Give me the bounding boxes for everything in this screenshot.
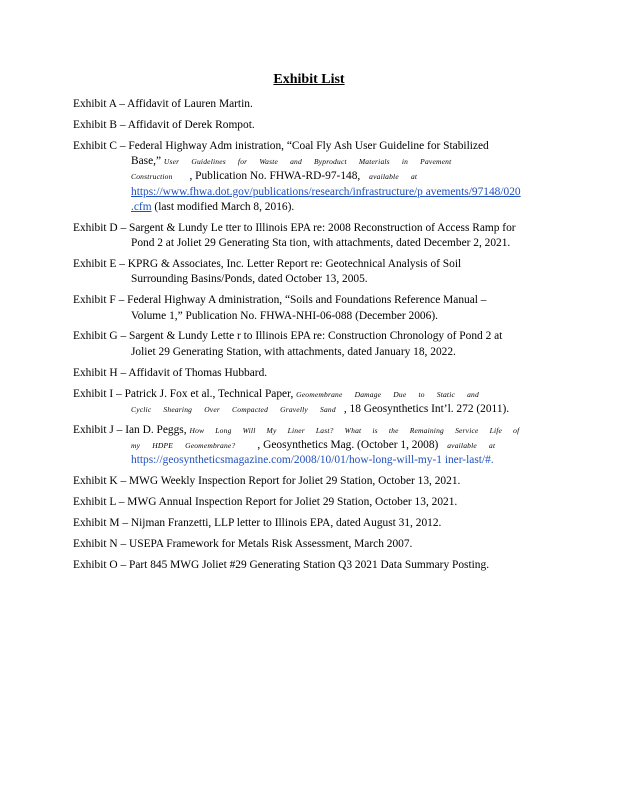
exhibit-i-paper-title: Geomembrane Damage Due to Static and bbox=[296, 389, 479, 399]
exhibit-list bbox=[73, 97, 553, 579]
exhibit-c-available: available at bbox=[369, 172, 418, 182]
exhibit-b bbox=[73, 118, 553, 133]
exhibit-n bbox=[73, 537, 553, 552]
exhibit-i-line1 bbox=[73, 387, 553, 402]
exhibit-i-line2 bbox=[73, 402, 553, 417]
exhibit-c-url-link-end[interactable]: .cfm bbox=[131, 200, 152, 213]
exhibit-i bbox=[73, 387, 553, 418]
exhibit-k bbox=[73, 474, 553, 489]
exhibit-c-guideline-title: User Guidelines for Waste and Byproduct Materials in Pavement bbox=[163, 157, 452, 167]
exhibit-c-modified: (last modified March 8, 2016). bbox=[151, 200, 295, 213]
exhibit-a-text: Exhibit A – Affidavit of Lauren Martin. bbox=[73, 98, 253, 110]
exhibit-l-text: Exhibit L – MWG Annual Inspection Report for Joliet 29 Station, October 13, 2021. bbox=[73, 496, 458, 509]
exhibit-n-text: Exhibit N – USEPA Framework for Metals Risk Assessment, March 2007. bbox=[73, 537, 413, 550]
exhibit-g-line1: Exhibit G – Sargent & Lundy Lette r to Illinois EPA re: Construction Chronology of Pond 2 at bbox=[73, 330, 503, 343]
exhibit-c-url-link[interactable]: https://www.fhwa.dot.gov/publications/research/infrastructure/p avements/97148/020 bbox=[131, 185, 521, 198]
exhibit-c-line1: Exhibit C – Federal Highway Adm inistration, “Coal Fly Ash User Guideline for Stabilized bbox=[73, 139, 489, 152]
exhibit-c-construction: Construction bbox=[131, 172, 173, 182]
exhibit-c-line5 bbox=[73, 200, 553, 215]
exhibit-j-available: available at bbox=[447, 440, 496, 450]
exhibit-j-citation: , Geosynthetics Mag. (October 1, 2008) bbox=[257, 438, 439, 451]
exhibit-d bbox=[73, 221, 553, 252]
exhibit-g-line2: Joliet 29 Generating Station, with attachments, dated January 18, 2022. bbox=[131, 345, 456, 358]
exhibit-j-article-title: How Long Will My Liner Last? What is the Remaining Service Life of bbox=[189, 425, 520, 435]
exhibit-j-line1 bbox=[73, 423, 553, 438]
exhibit-o-text: Exhibit O – Part 845 MWG Joliet #29 Generating Station Q3 2021 Data Summary Posting. bbox=[73, 558, 490, 571]
exhibit-j-line2 bbox=[73, 438, 553, 453]
exhibit-i-paper-title-cont: Cyclic Shearing Over Compacted Gravelly Sand bbox=[131, 404, 336, 414]
exhibit-m bbox=[73, 516, 553, 531]
exhibit-k-text: Exhibit K – MWG Weekly Inspection Report for Joliet 29 Station, October 13, 2021. bbox=[73, 475, 461, 488]
exhibit-f-line2: Volume 1,” Publication No. FHWA-NHI-06-088 (December 2006). bbox=[131, 309, 438, 322]
exhibit-l bbox=[73, 495, 553, 510]
exhibit-j-line3 bbox=[73, 453, 553, 468]
exhibit-e bbox=[73, 257, 553, 288]
exhibit-i-author: Exhibit I – Patrick J. Fox et al., Technical Paper, bbox=[73, 387, 294, 400]
exhibit-e-line2: Surrounding Basins/Ponds, dated October 13, 2005. bbox=[131, 273, 368, 286]
exhibit-c-line3 bbox=[73, 169, 553, 184]
exhibit-f-line1: Exhibit F – Federal Highway A dministration, “Soils and Foundations Reference Manual – bbox=[73, 294, 487, 307]
exhibit-o bbox=[73, 558, 553, 573]
exhibit-b-text: Exhibit B – Affidavit of Derek Rompot. bbox=[73, 118, 255, 131]
exhibit-h bbox=[73, 366, 553, 381]
exhibit-g bbox=[73, 329, 553, 360]
exhibit-j-article-title-cont: my HDPE Geomembrane? bbox=[131, 440, 236, 450]
exhibit-m-text: Exhibit M – Nijman Franzetti, LLP letter to Illinois EPA, dated August 31, 2012. bbox=[73, 516, 442, 529]
exhibit-e-line1: Exhibit E – KPRG & Associates, Inc. Letter Report re: Geotechnical Analysis of Soil bbox=[73, 258, 462, 271]
exhibit-c-line2 bbox=[73, 154, 553, 169]
exhibit-a bbox=[73, 97, 553, 112]
exhibit-c-publication: , Publication No. FHWA-RD-97-148, bbox=[189, 170, 361, 183]
exhibit-h-text: Exhibit H – Affidavit of Thomas Hubbard. bbox=[73, 366, 268, 379]
exhibit-j bbox=[73, 423, 553, 469]
exhibit-i-citation: , 18 Geosynthetics Int’l. 272 (2011). bbox=[343, 402, 510, 415]
exhibit-j-author: Exhibit J – Ian D. Peggs, bbox=[73, 423, 187, 436]
exhibit-j-url-link[interactable]: https://geosyntheticsmagazine.com/2008/10/01/how-long-will-my-1 iner-last/#. bbox=[131, 454, 494, 467]
exhibit-c-line4 bbox=[73, 185, 553, 200]
exhibit-d-line2: Pond 2 at Joliet 29 Generating Sta tion, with attachments, dated December 2, 2021. bbox=[131, 237, 511, 250]
exhibit-d-line1: Exhibit D – Sargent & Lundy Le tter to Illinois EPA re: 2008 Reconstruction of Access Ramp for bbox=[73, 221, 516, 234]
exhibit-c bbox=[73, 139, 553, 215]
page-title: Exhibit List bbox=[273, 72, 345, 87]
exhibit-f bbox=[73, 293, 553, 324]
exhibit-c-base: Base,” bbox=[131, 155, 162, 168]
